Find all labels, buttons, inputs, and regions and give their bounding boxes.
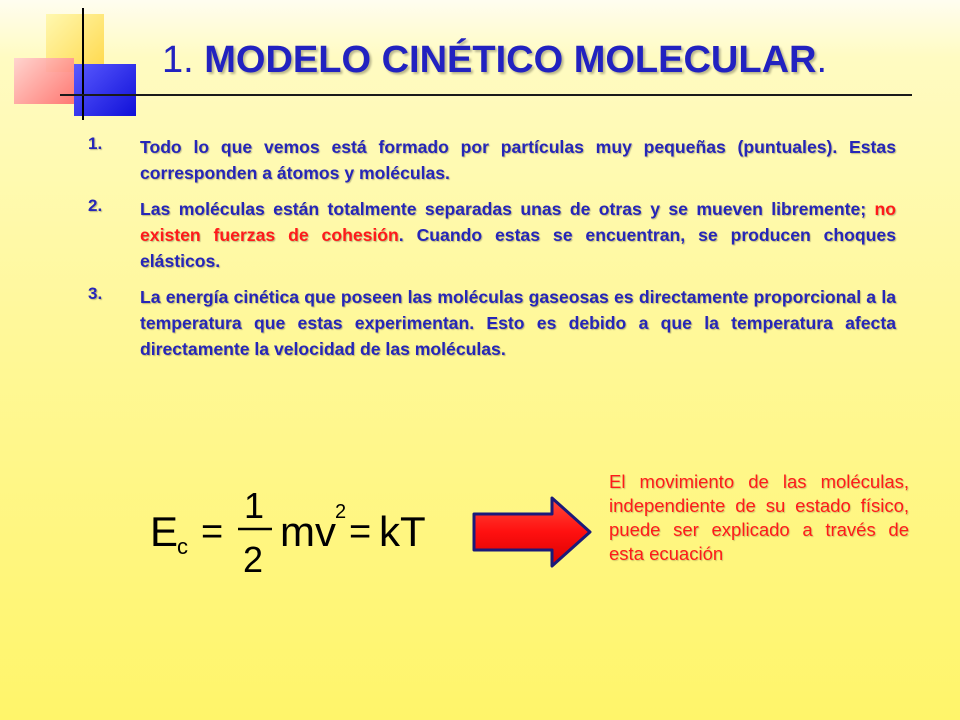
eq-denominator: 2 xyxy=(243,539,264,580)
eq-rhs: kT xyxy=(379,508,426,555)
title-number: 1. xyxy=(162,39,194,81)
item-text-after: . Cuando estas se encuentran, se producen choques elásticos. xyxy=(140,225,896,271)
eq-term: mv xyxy=(280,508,336,555)
item-number: 1. xyxy=(88,134,103,153)
kinetic-energy-equation xyxy=(146,480,436,580)
cohesion-highlight: no existen fuerzas de cohesión xyxy=(140,199,896,245)
right-arrow-icon xyxy=(470,494,594,570)
postulates-list xyxy=(88,134,896,372)
list-item xyxy=(88,196,896,274)
item-text xyxy=(140,196,896,274)
item-text: Todo lo que vemos está formado por partículas muy pequeñas (puntuales). Estas corresponden a átomos y moléculas. xyxy=(140,137,896,183)
eq-numerator: 1 xyxy=(244,485,265,526)
item-text: La energía cinética que poseen las moléculas gaseosas es directamente proporcional a la temperatura que estas experimentan. Esto es debido a que la temperatura afecta directamente la velocidad de las moléculas. xyxy=(140,287,896,359)
eq-lhs-symbol: E xyxy=(150,508,179,555)
eq-exponent: 2 xyxy=(335,501,347,523)
item-text-before: Las moléculas están totalmente separadas unas de otras y se mueven libremente; xyxy=(140,199,875,219)
eq-equals-2: = xyxy=(349,511,372,553)
title-period: . xyxy=(816,39,828,81)
eq-lhs-subscript: c xyxy=(177,534,188,559)
equation-note: El movimiento de las moléculas, independiente de su estado físico, puede ser explicado a través de esta ecuación xyxy=(609,471,909,564)
item-number: 3. xyxy=(88,284,103,303)
list-item xyxy=(88,134,896,186)
logo-vertical-line xyxy=(82,8,84,120)
logo-red-square xyxy=(14,58,74,104)
page-title xyxy=(162,36,827,84)
eq-equals-1: = xyxy=(201,511,224,553)
title-main: MODELO CINÉTICO MOLECULAR xyxy=(204,39,817,81)
list-item xyxy=(88,284,896,362)
title-underline xyxy=(60,94,912,96)
item-number: 2. xyxy=(88,196,103,215)
